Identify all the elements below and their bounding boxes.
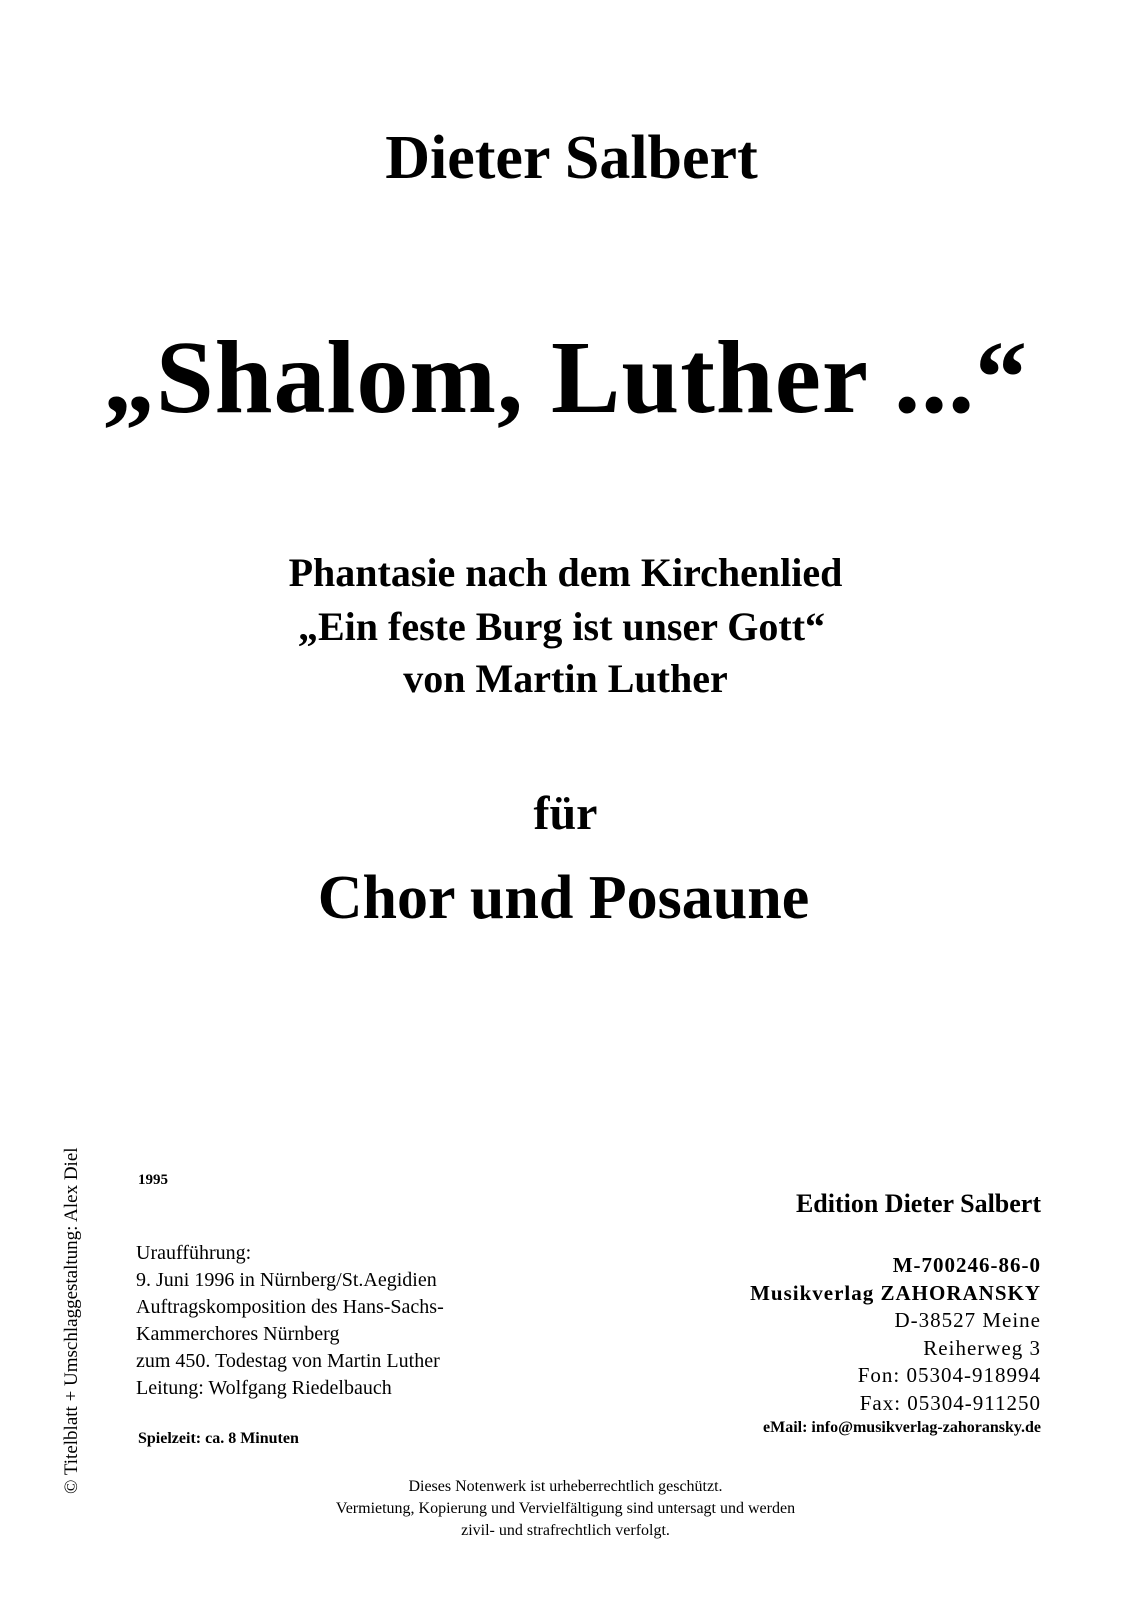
premiere-info-line: Kammerchores Nürnberg: [136, 1323, 340, 1345]
premiere-info-line: Uraufführung:: [136, 1242, 252, 1264]
for-label: für: [533, 787, 598, 840]
work-title: „Shalom, Luther ...“: [102, 320, 1029, 435]
composition-year: 1995: [138, 1172, 168, 1188]
subtitle-line: von Martin Luther: [403, 656, 728, 701]
edition-label: Edition Dieter Salbert: [795, 1189, 1041, 1218]
publisher-name: Musikverlag ZAHORANSKY: [750, 1280, 1041, 1305]
composer-name: Dieter Salbert: [385, 124, 758, 192]
copyright-line: Dieses Notenwerk ist urheberrechtlich geschützt.: [408, 1478, 723, 1495]
publisher-street: Reiherweg 3: [923, 1335, 1041, 1360]
publisher-email: eMail: info@musikverlag-zahoransky.de: [763, 1419, 1041, 1436]
premiere-info-line: Leitung: Wolfgang Riedelbauch: [136, 1377, 392, 1399]
playing-time: Spielzeit: ca. 8 Minuten: [138, 1430, 299, 1447]
copyright-line: Vermietung, Kopierung und Vervielfältigung sind untersagt und werden: [335, 1500, 796, 1517]
premiere-info-line: 9. Juni 1996 in Nürnberg/St.Aegidien: [136, 1269, 437, 1291]
copyright-notice: [0, 1476, 1131, 1542]
subtitle-line: „Ein feste Burg ist unser Gott“: [297, 604, 826, 649]
premiere-info: [136, 1240, 444, 1402]
premiere-info-line: zum 450. Todestag von Martin Luther: [136, 1350, 440, 1372]
publisher-city: D-38527 Meine: [894, 1308, 1041, 1332]
ismn-number: M-700246-86-0: [892, 1253, 1041, 1277]
publisher-block: [750, 1252, 1041, 1439]
publisher-fax: Fax: 05304-911250: [859, 1390, 1041, 1415]
publisher-phone: Fon: 05304-918994: [857, 1363, 1041, 1387]
instrumentation: Chor und Posaune: [317, 864, 810, 932]
premiere-info-line: Auftragskomposition des Hans-Sachs-: [136, 1296, 444, 1318]
cover-design-credit: © Titelblatt + Umschlaggestaltung: Alex Diel: [61, 1147, 82, 1494]
subtitle-line: Phantasie nach dem Kirchenlied: [288, 550, 843, 595]
copyright-line: zivil- und strafrechtlich verfolgt.: [461, 1522, 670, 1539]
